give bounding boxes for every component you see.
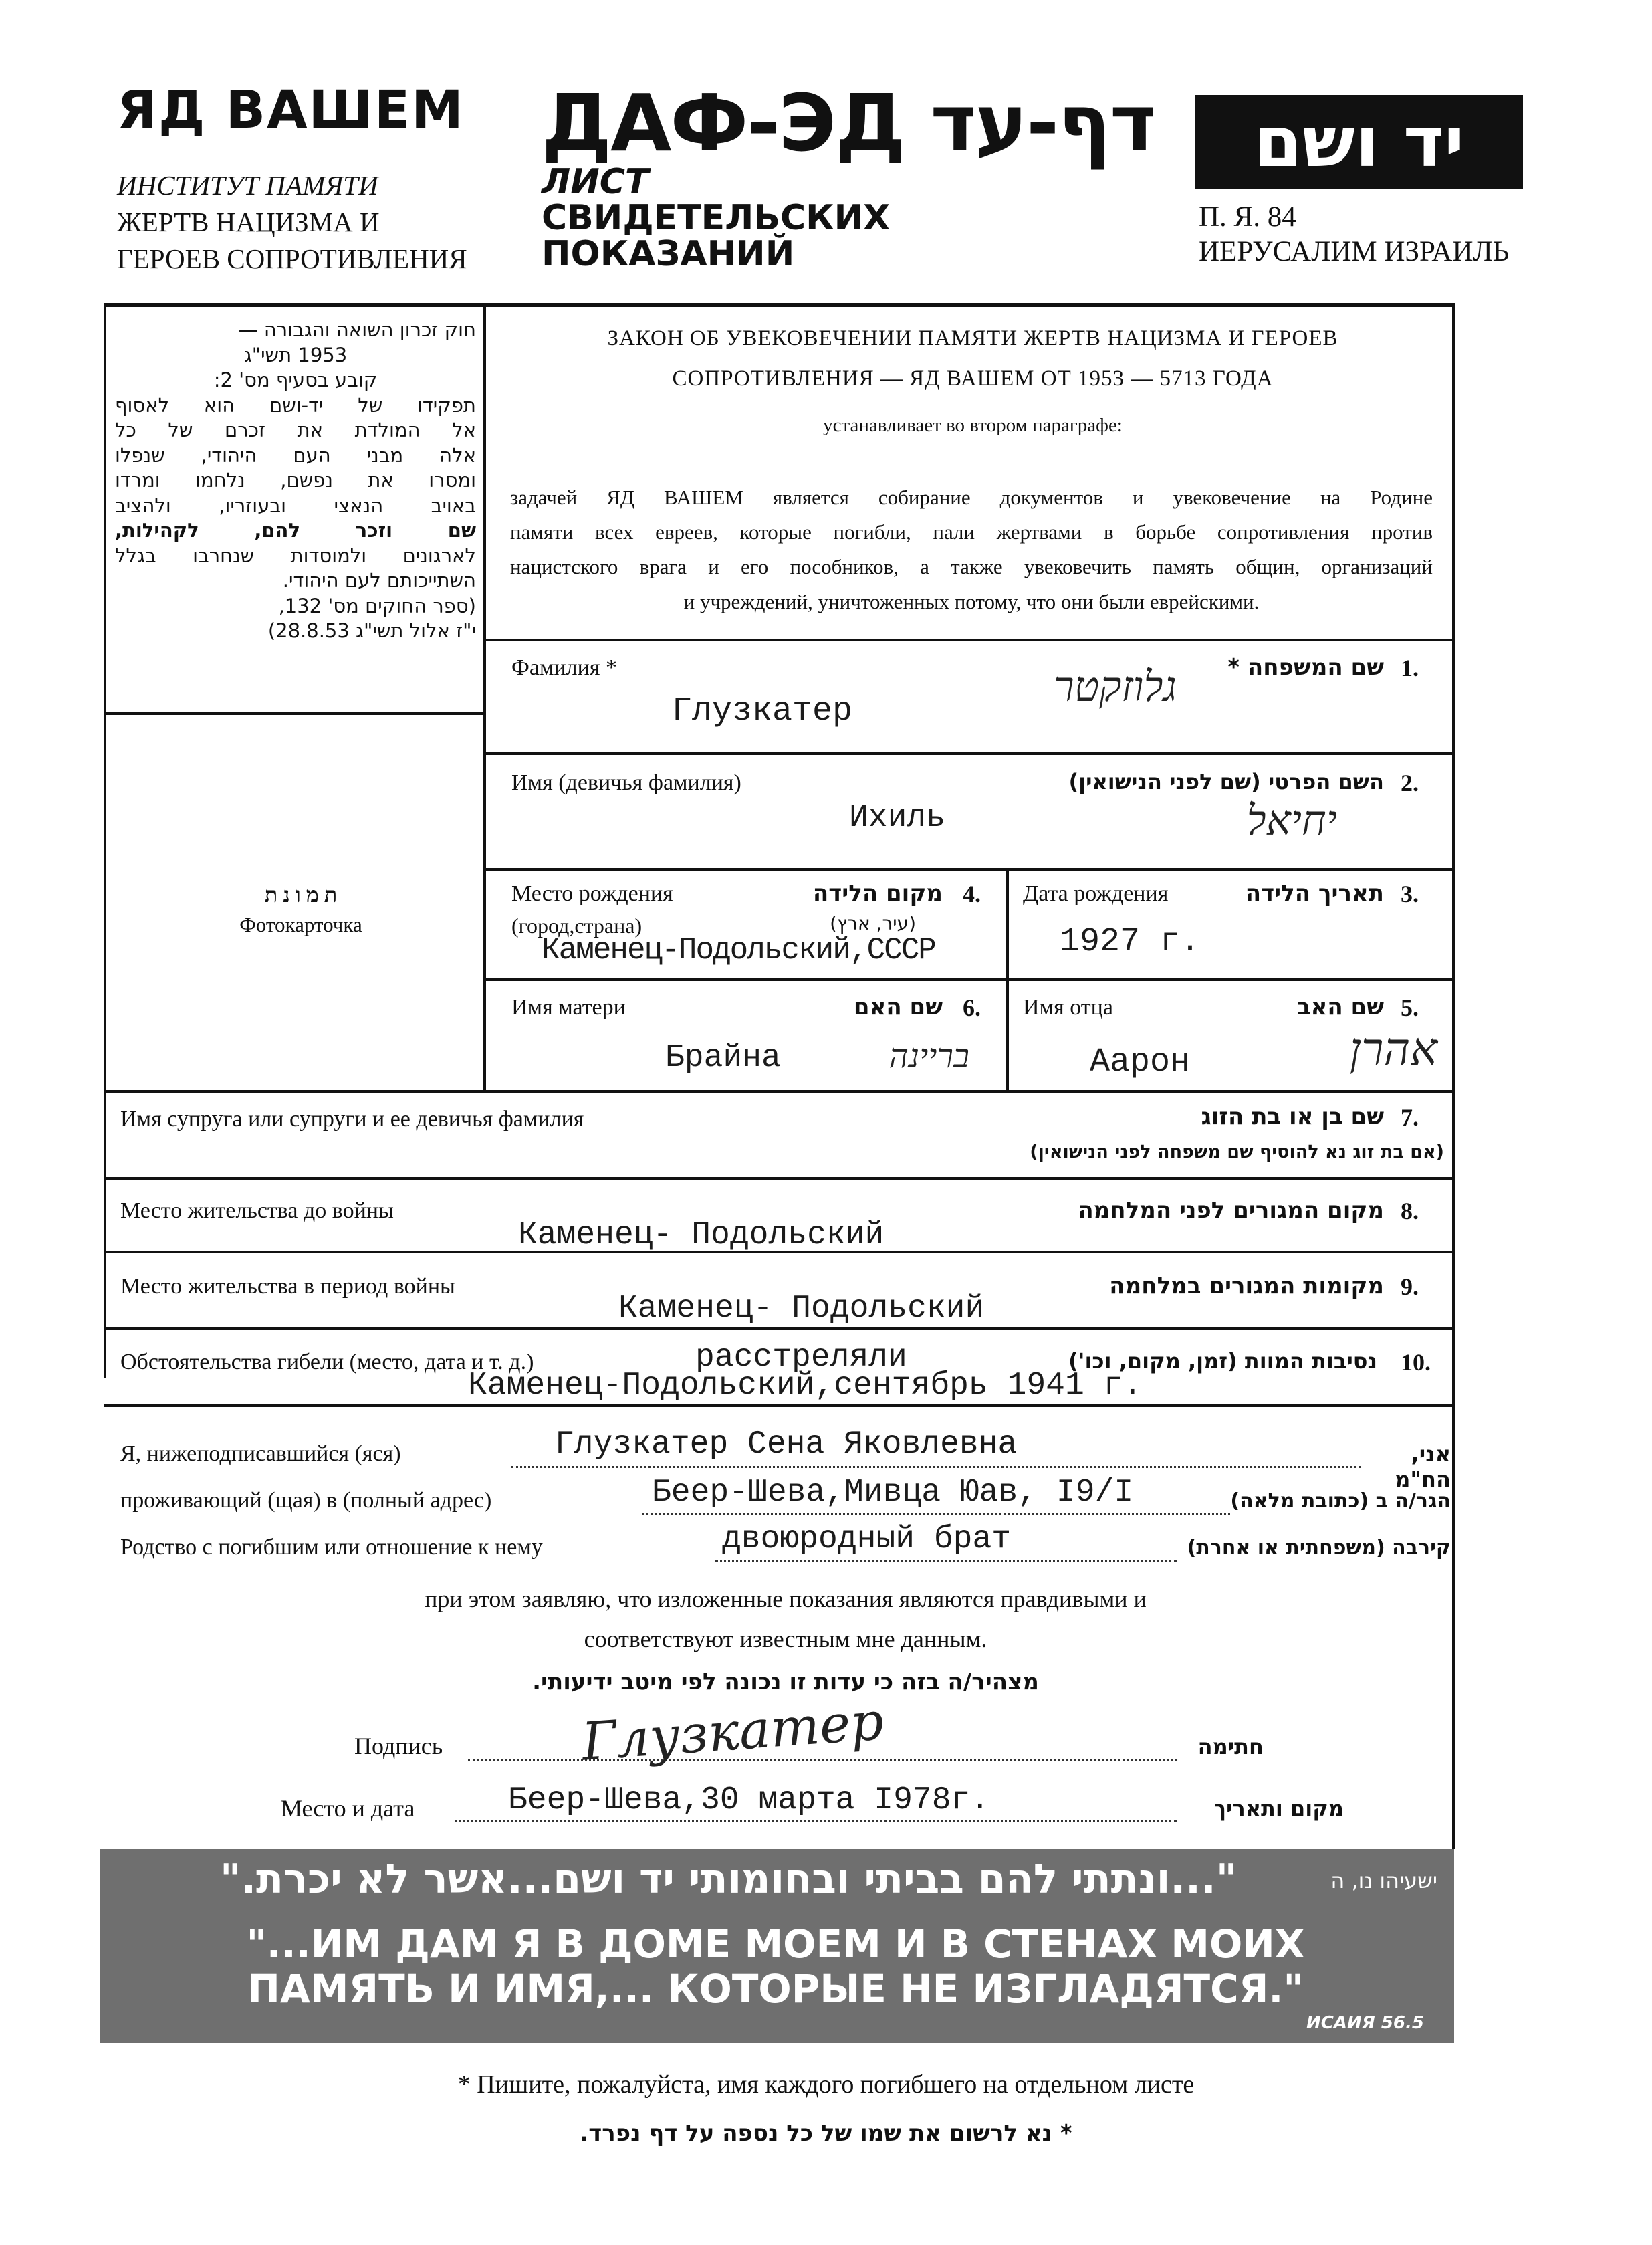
title-line-3: ПОКАЗАНИЙ — [542, 234, 795, 274]
law-he-line: אל המולדת את זכרם של כל — [115, 419, 476, 441]
birthdate-label-he: תאריך הלידה — [1245, 880, 1384, 907]
death-value-1: расстреляли — [695, 1340, 907, 1376]
father-handwritten-he: אהרן — [1349, 1023, 1437, 1076]
first-name-label-he: השם הפרטי (שם לפני הנישואין) — [1068, 769, 1384, 794]
spouse-label-he-note: (אם בת זוג נא להוסיף שם משפחה לפני הנישואין) — [1030, 1142, 1444, 1162]
first-name-value: Ихиль — [849, 800, 946, 836]
birthplace-label-he-sub: (עיר, ארץ) — [830, 912, 916, 934]
law-divider — [483, 303, 486, 1092]
mother-label-ru: Имя матери — [511, 995, 626, 1020]
first-name-handwritten-he: יחיאל — [1246, 796, 1337, 845]
witness-name-value: Глузкатер Сена Яковлевна — [555, 1426, 1018, 1463]
law-ru-title-2: СОПРОТИВЛЕНИЯ — ЯД ВАШЕМ ОТ 1953 — 5713 ГОДА — [672, 366, 1274, 391]
signature-line — [468, 1759, 1177, 1761]
left-rule — [104, 303, 106, 1378]
law-hebrew-block — [115, 318, 476, 644]
relation-label-ru: Родство с погибшим или отношение к нему — [120, 1535, 543, 1560]
footnote-he: * נא לרשום את שמו של כל נספה על דף נפרד. — [580, 2120, 1072, 2147]
birthdate-number: 3. — [1401, 881, 1419, 907]
row9-bottom — [104, 1327, 1454, 1330]
law-he-line: י"ז אלול תשי"ג 28.8.53) — [267, 619, 476, 642]
witness-name-label-he: אני, הח"מ — [1395, 1441, 1451, 1492]
birthplace-number: 4. — [963, 881, 981, 907]
law-ru-line: и учреждений, уничтоженных потому, что они были еврейскими. — [683, 590, 1260, 613]
signature-label-ru: Подпись — [354, 1733, 443, 1759]
institute-line-3: ГЕРОЕВ СОПРОТИВЛЕНИЯ — [117, 243, 467, 274]
row1-top — [483, 639, 1454, 641]
spouse-label-ru: Имя супруга или супруги и ее девичья фамилия — [120, 1107, 584, 1132]
title-line-1: ЛИСТ — [542, 162, 649, 202]
relation-line — [715, 1560, 1177, 1562]
birthplace-label-ru: Место рождения — [511, 881, 673, 906]
law-he-line: באויב הנאצי ובעוזריו, ולהציב — [115, 494, 476, 517]
law-he-line: לארגונים ולמוסדות שנחרבו בגלל — [115, 544, 476, 567]
relation-label-he: קירבה (משפחתית או אחרת) — [1187, 1536, 1451, 1560]
institute-name — [117, 167, 467, 278]
birthplace-value: Каменец-Подольский,СССР — [542, 933, 935, 968]
mother-label-he: שם האם — [853, 994, 943, 1021]
law-ru-intro: устанавливает во втором параграфе: — [823, 415, 1123, 436]
law-ru-line: памяти всех евреев, которые погибли, пали жертвами в борьбе сопротивления против — [510, 520, 1433, 544]
law-he-line: ומסרו את נפשם, נלחמו ומרדו — [115, 469, 476, 492]
top-rule — [104, 303, 1454, 307]
wartime-value: Каменец- Подольский — [618, 1291, 985, 1327]
law-he-line: תפקידו של יד-ושם הוא לאסוף — [115, 393, 476, 417]
yad-vashem-logo — [1195, 95, 1523, 189]
place-date-value: Беер-Шева,30 марта I978г. — [508, 1782, 990, 1818]
logo-text: יד ושם — [1254, 101, 1465, 183]
law-he-line: 1953 תשי"ג — [243, 343, 348, 366]
birthplace-label-ru-sub: (город,страна) — [511, 914, 642, 938]
banner-he-quote: "...ונתתי להם בביתי ובחומותי יד ושם...אשר לא יכרת." — [219, 1856, 1237, 1903]
law-ru-body — [510, 480, 1433, 619]
father-value: Аарон — [1090, 1043, 1191, 1081]
place-date-line — [455, 1820, 1177, 1822]
law-he-line: חוק זכרון השואה והגבורה — — [238, 318, 476, 341]
place-date-label-he: מקום ותאריך — [1213, 1796, 1344, 1821]
death-value-2: Каменец-Подольский,сентябрь 1941 г. — [468, 1368, 1143, 1404]
declaration-he: מצהיר/ה בזה כי עדות זו נכונה לפי מיטב ידיעותי. — [532, 1669, 1039, 1695]
wartime-number: 9. — [1401, 1273, 1419, 1300]
photo-label-he: ת מ ו נ ת — [264, 883, 338, 907]
spouse-label-he: שם בן או בת הזוג — [1201, 1103, 1384, 1130]
spouse-number: 7. — [1401, 1104, 1419, 1131]
row10-bottom — [104, 1404, 1454, 1407]
law-he-line: קובע בסעיף מס' 2: — [213, 368, 378, 391]
row-split — [1006, 868, 1009, 1092]
law-he-line: אלה מבני העם היהודי, שנפלו — [115, 443, 476, 467]
law-ru-line: задачей ЯД ВАШЕМ является собирание документов и увековечение на Родине — [510, 486, 1433, 509]
surname-label-he: שם המשפחה * — [1227, 654, 1384, 681]
prewar-value: Каменец- Подольский — [518, 1217, 884, 1253]
yad-vashem-title-ru: ЯД ВАШЕМ — [117, 80, 465, 140]
right-rule — [1452, 303, 1455, 1849]
witness-address-label-ru: проживающий (щая) в (полный адрес) — [120, 1488, 492, 1513]
surname-value: Глузкатер — [672, 692, 853, 730]
surname-number: 1. — [1401, 655, 1419, 681]
mother-number: 6. — [963, 994, 981, 1021]
signature-handwritten: Глузкатер — [580, 1691, 886, 1773]
birthdate-label-ru: Дата рождения — [1023, 881, 1169, 906]
death-label-he: נסיבות המוות (זמן, מקום, וכו') — [1068, 1348, 1377, 1374]
death-number: 10. — [1401, 1349, 1431, 1376]
place-date-label-ru: Место и дата — [281, 1795, 415, 1822]
banner-ru-ref: ИСАИЯ 56.5 — [1306, 2013, 1424, 2033]
wartime-label-he: מקומות המגורים במלחמה — [1109, 1273, 1384, 1299]
prewar-number: 8. — [1401, 1198, 1419, 1224]
father-label-ru: Имя отца — [1023, 995, 1113, 1020]
law-he-line: שם וזכר להם, לקהילות, — [115, 519, 476, 542]
first-name-number: 2. — [1401, 770, 1419, 796]
surname-label-ru: Фамилия * — [511, 655, 617, 680]
institute-line-1: ИНСТИТУТ ПАМЯТИ — [117, 170, 378, 201]
wartime-label-ru: Место жительства в период войны — [120, 1274, 455, 1299]
witness-address-line — [642, 1513, 1230, 1515]
row3-top — [483, 868, 1454, 871]
banner-he-ref: ישעיהו נו, ה — [1330, 1868, 1437, 1893]
death-label-ru: Обстоятельства гибели (место, дата и т. д.) — [120, 1350, 534, 1374]
law-ru-title-1: ЗАКОН ОБ УВЕКОВЕЧЕНИИ ПАМЯТИ ЖЕРТВ НАЦИЗМА И ГЕРОЕВ — [607, 326, 1338, 350]
surname-handwritten-he: גלוזקטר — [1054, 662, 1177, 711]
father-label-he: שם האב — [1296, 994, 1384, 1021]
testimony-sheet-title — [542, 164, 890, 272]
prewar-label-ru: Место жительства до войны — [120, 1198, 394, 1223]
row2-top — [483, 752, 1454, 755]
row7-bottom — [104, 1177, 1454, 1180]
declaration-ru-2: соответствуют известным мне данным. — [584, 1626, 987, 1652]
first-name-label-ru: Имя (девичья фамилия) — [511, 770, 741, 795]
birthplace-label-he: מקום הלידה — [812, 880, 943, 907]
witness-address-label-he: הגר/ה ב (כתובת מלאה) — [1230, 1489, 1451, 1513]
daf-ed-title: ДАФ-ЭД דף-עד — [542, 77, 1155, 169]
declaration-ru-1: при этом заявляю, что изложенные показания являются правдивыми и — [425, 1586, 1147, 1612]
footnote-ru: * Пишите, пожалуйста, имя каждого погибшего на отдельном листе — [457, 2070, 1195, 2099]
witness-name-label-ru: Я, нижеподписавшийся (яся) — [120, 1441, 401, 1466]
law-he-line: השתייכותם לעם היהודי. — [282, 569, 476, 592]
photo-label-ru: Фотокарточка — [239, 913, 362, 936]
relation-value: двоюродный брат — [722, 1521, 1012, 1558]
witness-address-value: Беер-Шева,Мивца Юав, I9/I — [652, 1475, 1134, 1511]
title-line-2: СВИДЕТЕЛЬСКИХ — [542, 198, 891, 238]
mother-value: Брайна — [665, 1040, 781, 1076]
banner-ru-line-2: ПАМЯТЬ И ИМЯ,... КОТОРЫЕ НЕ ИЗГЛАДЯТСЯ." — [247, 1966, 1304, 2012]
row5-bottom — [104, 1090, 1454, 1093]
banner-ru-line-1: "...ИМ ДАМ Я В ДОМЕ МОЕМ И В СТЕНАХ МОИХ — [246, 1921, 1305, 1967]
prewar-label-he: מקום המגורים לפני המלחמה — [1078, 1197, 1384, 1224]
signature-label-he: חתימה — [1197, 1734, 1264, 1759]
left-box-divider — [104, 712, 485, 715]
row4-top — [483, 978, 1454, 981]
mother-handwritten-he: בריינה — [889, 1037, 969, 1075]
city-address: ИЕРУСАЛИМ ИЗРАИЛЬ — [1199, 236, 1510, 268]
father-number: 5. — [1401, 994, 1419, 1021]
law-ru-line: нацистского врага и его пособников, а также увековечить память общин, организаций — [510, 555, 1433, 578]
law-he-line: (ספר החוקים מס' 132, — [278, 594, 476, 617]
witness-name-line — [511, 1466, 1361, 1468]
isaiah-banner — [100, 1849, 1454, 2043]
birthdate-value: 1927 г. — [1060, 923, 1201, 961]
institute-line-2: ЖЕРТВ НАЦИЗМА И — [117, 207, 380, 237]
po-box: П. Я. 84 — [1199, 201, 1296, 233]
